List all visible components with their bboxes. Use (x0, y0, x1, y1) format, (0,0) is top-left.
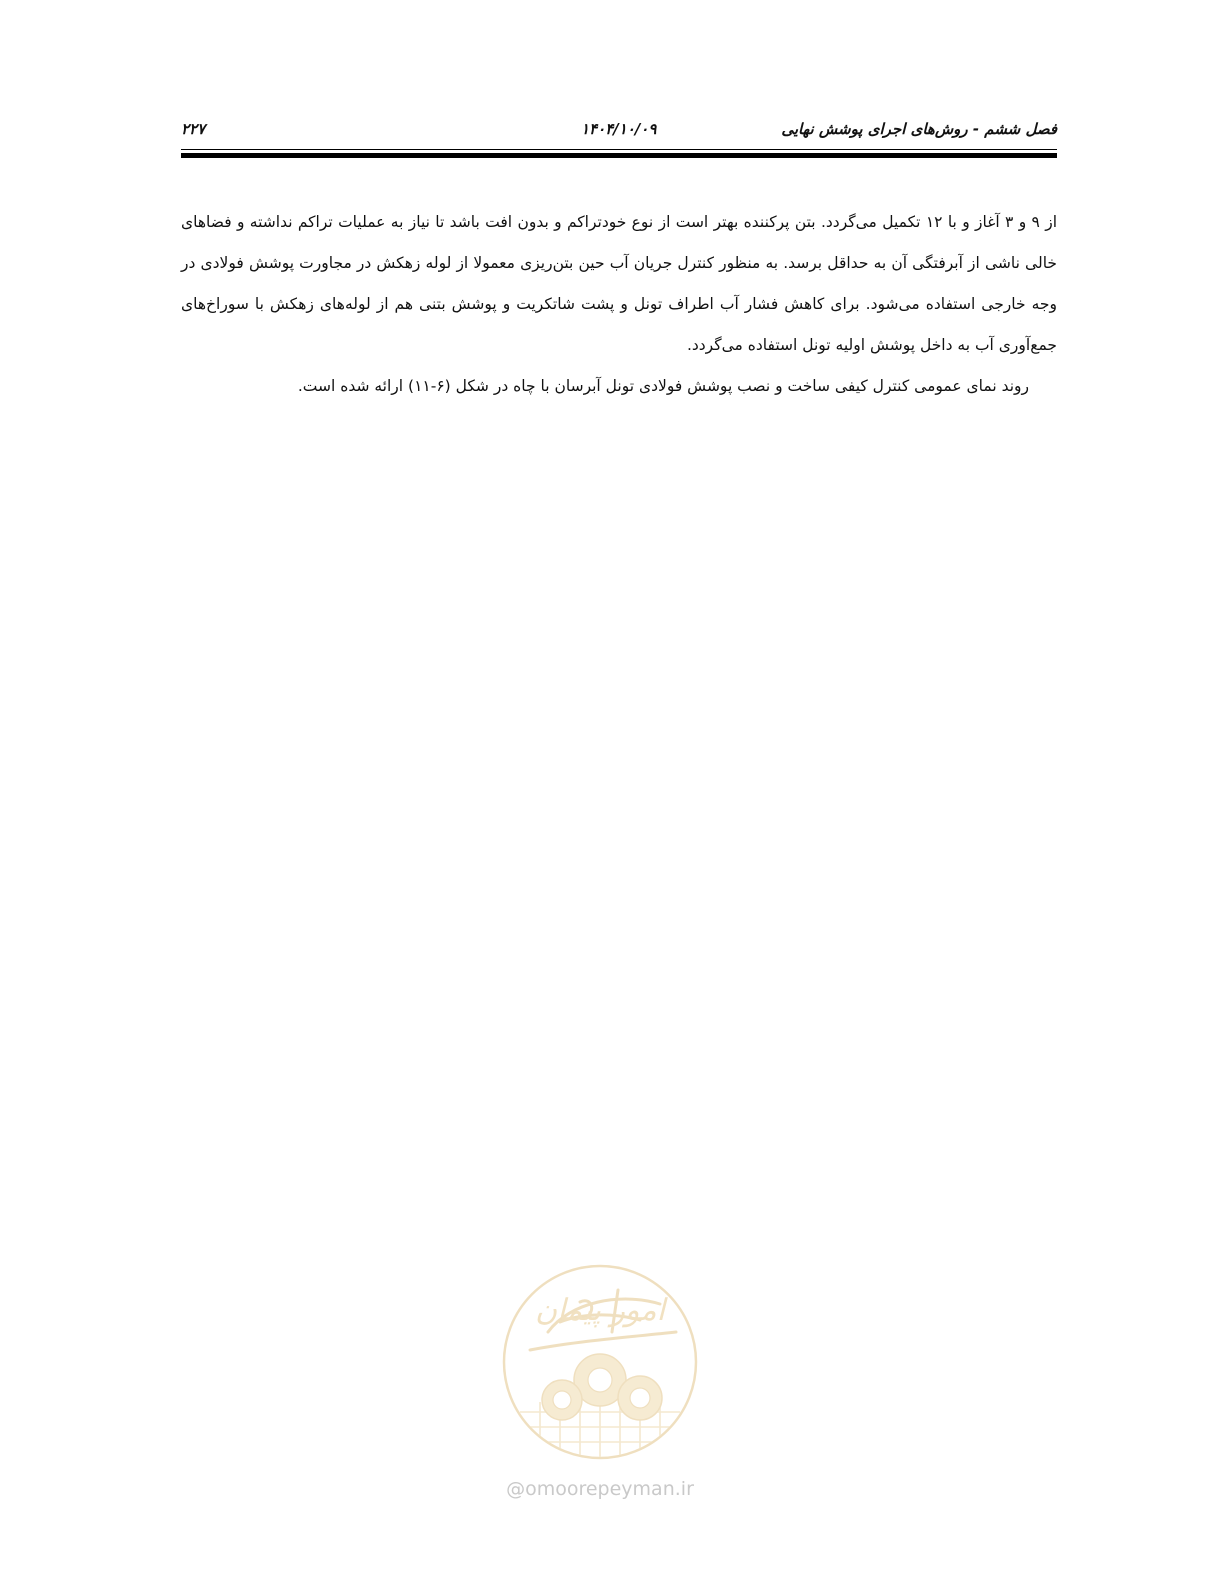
page-header (181, 118, 1057, 144)
watermark-url: omoorepeyman.ir (525, 1478, 694, 1500)
page-number: ۲۲۷ (181, 120, 206, 138)
at-sign-icon: @ (506, 1478, 526, 1500)
chapter-title: فصل ششم - روش‌های اجرای پوشش نهایی (781, 120, 1057, 138)
body-text (181, 202, 1057, 407)
header-date: ۱۴۰۴/۱۰/۰۹ (581, 120, 657, 138)
watermark-logo-text: امور پیمان (535, 1293, 665, 1328)
paragraph-1: از ۹ و ۳ آغاز و با ۱۲ تکمیل می‌گردد. بتن پرکننده بهتر است از نوع خودتراکم و بدون افت باشد تا نیاز به عملیات تراکم نداشته و فضاهای خالی ناشی از آبرفتگی آن به حداقل برسد. به منظور کنترل جریان آب حین بتن‌ریزی معمولا از لوله زهکش در مجاورت پوشش فولادی در وجه خارجی استفاده می‌شود. برای کاهش فشار آب اطراف تونل و پشت شاتکریت و پوشش بتنی هم از لوله‌های زهکش با سوراخ‌های جمع‌آوری آب به داخل پوشش اولیه تونل استفاده می‌گردد. (181, 213, 1057, 354)
watermark-caption (500, 1478, 700, 1500)
header-divider-thick (181, 153, 1057, 158)
watermark-logo-icon (500, 1262, 700, 1462)
paragraph-2: روند نمای عمومی کنترل کیفی ساخت و نصب پوشش فولادی تونل آبرسان با چاه در شکل (۶-۱۱) ارائه شده است. (297, 377, 1029, 395)
header-divider-thin (181, 149, 1057, 150)
